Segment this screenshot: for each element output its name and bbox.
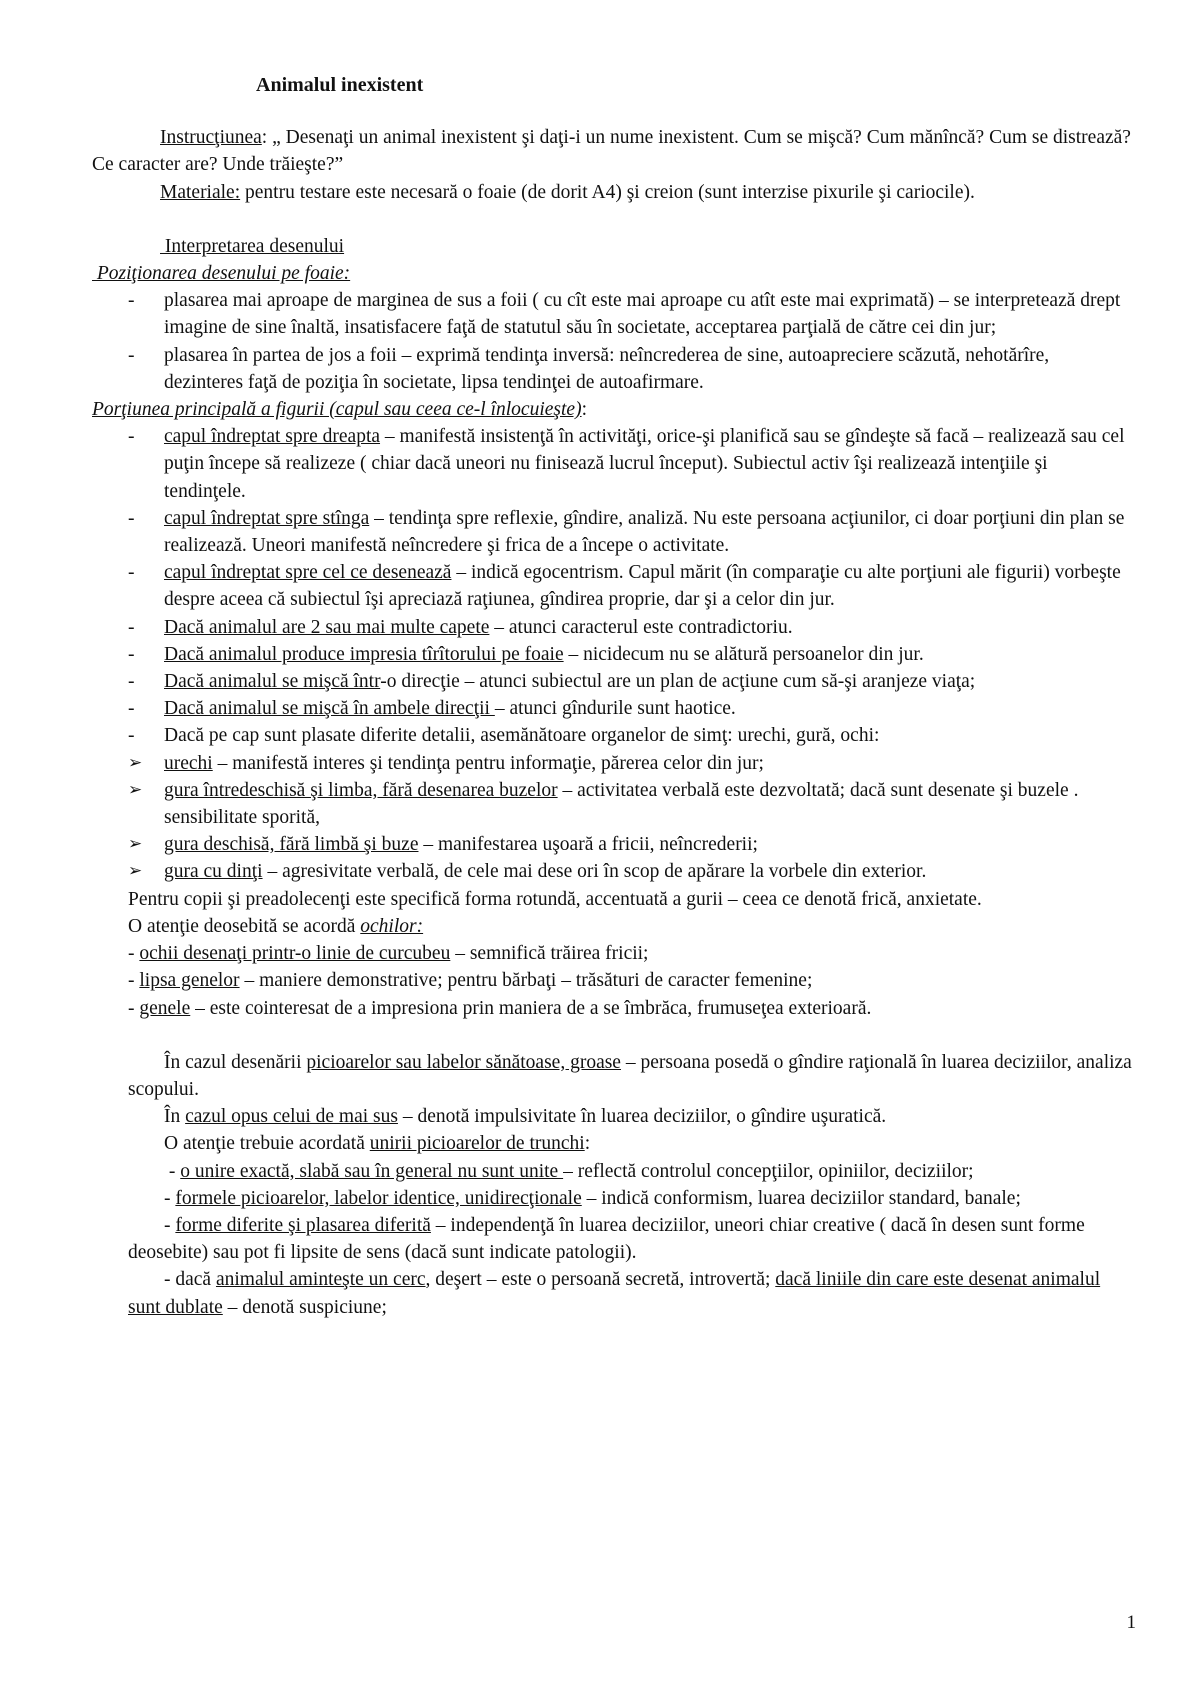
position-heading: Poziţionarea desenului pe foaie:	[92, 263, 351, 285]
head-heading-colon: :	[581, 399, 587, 421]
dash-marker: - dacă	[164, 1269, 216, 1291]
list-item	[128, 1158, 1132, 1185]
list-item-key: gura deschisă, fără limbă şi buze	[164, 834, 419, 856]
list-item	[92, 967, 1132, 994]
list-item-text: – manifestarea uşoară a fricii, neîncrederii;	[418, 834, 758, 856]
list-item-text: – nicidecum nu se alătură persoanelor din jur.	[563, 643, 924, 665]
list-item-key: forme diferite şi plasarea diferită	[175, 1214, 431, 1236]
eyes-key: ochilor:	[360, 915, 424, 937]
list-item	[92, 423, 1132, 505]
legs-text: În cazul desenării	[164, 1051, 307, 1073]
list-item-text: – atunci gîndurile sunt haotice.	[494, 698, 736, 720]
interpretation-heading-line	[92, 233, 1132, 260]
head-heading-line	[92, 396, 1132, 423]
list-item-key: Dacă animalul are 2 sau mai multe capete	[164, 616, 490, 638]
legs-text: – denotă impulsivitate în luarea deciziilor, o gîndire uşuratică.	[397, 1106, 887, 1128]
legs-text: :	[584, 1133, 591, 1155]
legs-text: În	[164, 1106, 186, 1128]
page-number: 1	[1126, 1612, 1136, 1633]
dash-marker: -	[128, 643, 135, 665]
document-title: Animalul inexistent	[256, 74, 424, 96]
list-item-text: Dacă pe cap sunt plasate diferite detalii, asemănătoare organelor de simţ: urechi, gură, ochi:	[164, 725, 880, 747]
list-item-text: – maniere demonstrative; pentru bărbaţi – trăsături de caracter femenine;	[239, 970, 813, 992]
arrow-bullet-icon: ➢	[128, 752, 143, 773]
list-item	[92, 505, 1132, 559]
list-item	[92, 940, 1132, 967]
dash-marker: -	[164, 1187, 176, 1209]
dash-marker: -	[128, 344, 135, 366]
list-item	[92, 559, 1132, 613]
spacer	[92, 1022, 1132, 1049]
instruction-label: Instrucţiunea	[160, 127, 262, 149]
list-item	[92, 831, 1132, 858]
list-item-text: , deşert – este o persoană secretă, introvertă;	[425, 1269, 776, 1291]
list-item-text: – manifestă insistenţă în activităţi, orice-şi planifică sau se gîndeşte să facă – realizează sau cel puţin începe să realizeze ( chiar dacă uneori nu finisează lucrul început). Subiectul activ îşi realizează intenţiile şi tendinţele.	[164, 426, 1125, 502]
eyes-text: O atenţie deosebită se acordă	[128, 915, 361, 937]
dash-marker: -	[128, 426, 135, 448]
list-item-text: – denotă suspiciune;	[222, 1296, 387, 1318]
list-item-key: capul îndreptat spre cel ce desenează	[164, 562, 452, 584]
position-heading-line	[92, 260, 1132, 287]
list-item-text: – este cointeresat de a impresiona prin maniera de a se îmbrăca, frumuseţea exterioară.	[190, 997, 872, 1019]
dash-marker: -	[128, 943, 140, 965]
list-item-key: animalul aminteşte un cerc	[215, 1269, 426, 1291]
list-item	[92, 287, 1132, 341]
list-item	[128, 1185, 1132, 1212]
list-item	[92, 342, 1132, 396]
list-item-key: genele	[139, 997, 191, 1019]
list-item-text: – atunci caracterul este contradictoriu.	[489, 616, 793, 638]
list-item	[92, 695, 1132, 722]
arrow-bullet-icon: ➢	[128, 779, 143, 800]
dash-marker: -	[128, 698, 135, 720]
dash-marker: -	[128, 725, 135, 747]
dash-marker: -	[128, 562, 135, 584]
list-item-key: formele picioarelor, labelor identice, unidirecţionale	[175, 1187, 582, 1209]
dash-marker: -	[128, 290, 135, 312]
list-item	[128, 1212, 1132, 1266]
arrow-bullet-icon: ➢	[128, 834, 143, 855]
legs-section	[92, 1049, 1132, 1321]
list-item-text: -o direcţie – atunci subiectul are un plan de acţiune cum să-şi aranjeze viaţa;	[380, 671, 976, 693]
list-item	[92, 777, 1132, 831]
list-item-text: – indică egocentrism. Capul mărit (în comparaţie cu alte porţiuni ale figurii) vorbeşte despre aceea că subiectul îşi apreciază raţiunea, gîndirea proprie, dar şi a celor din jur.	[164, 562, 1121, 611]
page-content	[92, 72, 1132, 1321]
legs-text: O atenţie trebuie acordată	[164, 1133, 370, 1155]
dash-marker: -	[164, 1214, 176, 1236]
instruction-text: : „ Desenaţi un animal inexistent şi daţi-i un nume inexistent. Cum se mişcă? Cum mănîncă? Cum se distrează? Ce caracter are? Unde trăieşte?”	[92, 127, 1131, 176]
list-item-key: gura întredeschisă şi limba, fără desenarea buzelor	[164, 779, 558, 801]
list-item-text: – manifestă interes şi tendinţa pentru informaţie, părerea celor din jur;	[212, 752, 764, 774]
list-item	[92, 858, 1132, 885]
materials-text: pentru testare este necesară o foaie (de dorit A4) şi creion (sunt interzise pixurile şi cariocile).	[240, 181, 975, 203]
list-item-text: – reflectă controlul concepţiilor, opiniilor, deciziilor;	[563, 1160, 974, 1182]
list-item-key: Dacă animalul produce impresia tîrîtorului pe foaie	[164, 643, 564, 665]
dash-marker: -	[128, 970, 140, 992]
list-item-key: lipsa genelor	[139, 970, 240, 992]
list-item	[128, 1266, 1132, 1320]
legs-key: cazul opus celui de mai sus	[185, 1106, 398, 1128]
legs-key: unirii picioarelor de trunchi	[369, 1133, 585, 1155]
dash-marker: -	[128, 507, 135, 529]
eyes-heading-line	[92, 913, 1132, 940]
list-item-text: – independenţă în luarea deciziilor, uneori chiar creative ( dacă în desen sunt forme deosebite) sau pot fi lipsite de sens (dacă sunt indicate patologii).	[128, 1214, 1085, 1264]
list-item	[92, 995, 1132, 1022]
list-item-key: urechi	[164, 752, 213, 774]
list-item-text: plasarea mai aproape de marginea de sus a foii ( cu cît este mai aproape cu atît este mai exprimată) – se interpretează drept imagine de sine înaltă, insatisfacere faţă de statutul său în societate, acceptarea parţială de către cei din jur;	[164, 290, 1121, 339]
legs-paragraph	[128, 1130, 1132, 1157]
list-item-text: – semnifică trăirea fricii;	[450, 943, 649, 965]
list-item-text: – agresivitate verbală, de cele mai dese ori în scop de apărare la vorbele din exterior.	[262, 861, 927, 883]
list-item-key: gura cu dinţi	[164, 861, 263, 883]
list-item	[92, 668, 1132, 695]
list-item-key: Dacă animalul se mişcă în ambele direcţii	[164, 698, 495, 720]
list-item-text: plasarea în partea de jos a foii – exprimă tendinţa inversă: neîncrederea de sine, autoapreciere scăzută, nehotărîre, dezinteres faţă de poziţia în societate, lipsa tendinţei de autoafirmare.	[164, 344, 1050, 393]
head-heading: Porţiunea principală a figurii (capul sau ceea ce-l înlocuieşte)	[92, 399, 582, 421]
legs-paragraph	[128, 1049, 1132, 1103]
list-item-key: Dacă animalul se mişcă într	[164, 671, 381, 693]
dash-marker: -	[128, 997, 140, 1019]
interpretation-heading: Interpretarea desenului	[160, 235, 345, 257]
list-item-key: ochii desenaţi printr-o linie de curcubeu	[139, 943, 451, 965]
list-item-text: – indică conformism, luarea deciziilor standard, banale;	[581, 1187, 1021, 1209]
materials-label: Materiale:	[160, 181, 241, 203]
list-item-key: capul îndreptat spre dreapta	[164, 426, 381, 448]
position-list	[92, 287, 1132, 396]
legs-text: – persoana posedă o gîndire raţională în luarea deciziilor, analiza scopului.	[128, 1051, 1132, 1100]
list-item-text: – activitatea verbală este dezvoltată; dacă sunt desenate şi buzele . sensibilitate sporită,	[164, 779, 1079, 829]
legs-key: picioarelor sau labelor sănătoase, groase	[306, 1051, 621, 1073]
spacer	[92, 206, 1132, 233]
list-item-text: – tendinţa spre reflexie, gîndire, analiză. Nu este persoana acţiunilor, ci doar porţiuni din plan se realizează. Uneori manifestă neîncredere şi frica de a începe o activitate.	[164, 507, 1125, 557]
list-item	[92, 614, 1132, 641]
dash-marker: -	[128, 671, 135, 693]
list-item-key: capul îndreptat spre stînga	[164, 507, 370, 529]
arrow-bullet-icon: ➢	[128, 861, 143, 882]
children-paragraph: Pentru copii şi preadolecenţi este specifică forma rotundă, accentuată a gurii – ceea ce denotă frică, anxietate.	[128, 888, 982, 910]
head-list	[92, 423, 1132, 749]
sense-organs-list	[92, 750, 1132, 886]
dash-marker: -	[128, 616, 135, 638]
list-item	[92, 641, 1132, 668]
list-item-key: o unire exactă, slabă sau în general nu sunt unite	[180, 1160, 564, 1182]
legs-paragraph	[128, 1103, 1132, 1130]
dash-marker: -	[164, 1160, 181, 1182]
list-item	[92, 750, 1132, 777]
list-item-key: dacă liniile din care este desenat animalul sunt dublate	[128, 1269, 1101, 1318]
materials-paragraph	[92, 179, 1132, 206]
instruction-paragraph	[92, 124, 1132, 178]
list-item	[92, 722, 1132, 749]
